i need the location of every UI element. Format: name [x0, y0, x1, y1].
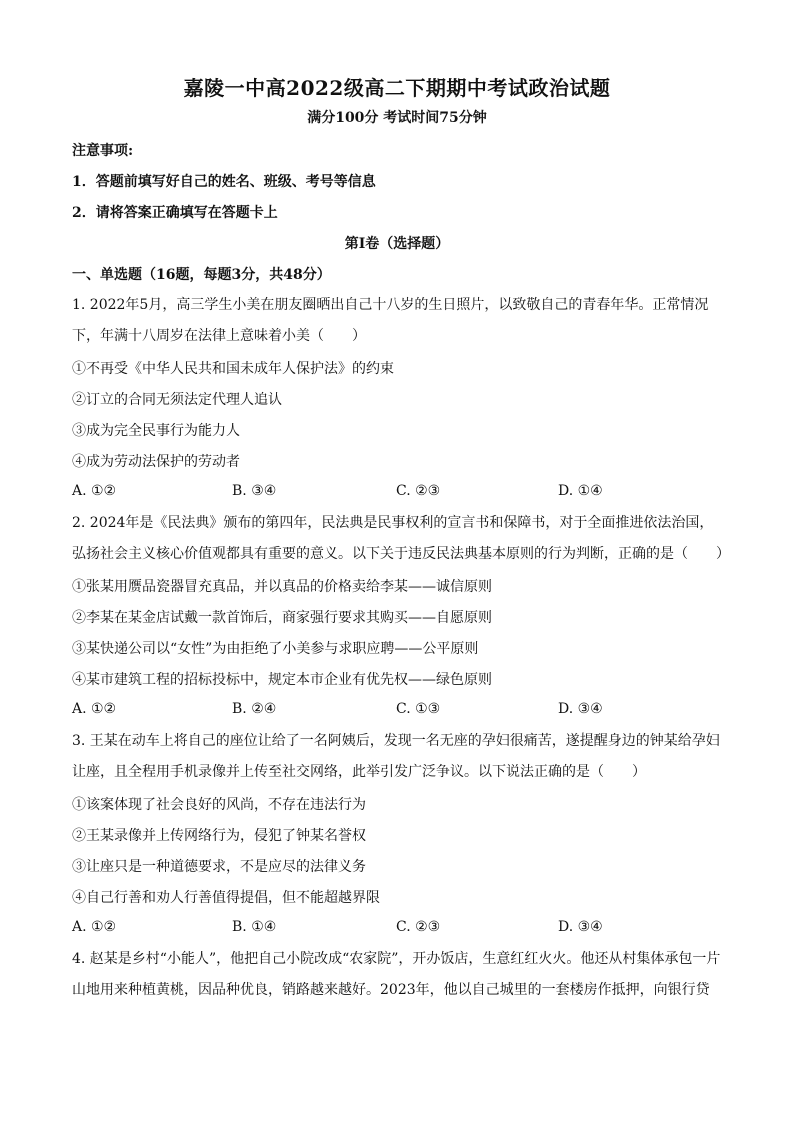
question-3-option-b: B. ①④ [232, 919, 277, 935]
question-1-option-d: D. ①④ [558, 483, 603, 499]
question-2-option-c: C. ①③ [396, 701, 441, 717]
question-3-stem: 3. 王某在动车上将自己的座位让给了一名阿姨后，发现一名无座的孕妇很痛苦，遂提醒身边的钟某给孕妇让座，且全程用手机录像并上传至社交网络，此举引发广泛争议。以下说法正确的是（ ） [72, 733, 720, 780]
question-2-item-3: ③某快递公司以“女性”为由拒绝了小美参与求职应聘——公平原则 [72, 641, 479, 657]
question-1-item-2: ②订立的合同无须法定代理人追认 [72, 392, 282, 408]
question-2-item-2: ②李某在某金店试戴一款首饰后，商家强行要求其购买——自愿原则 [72, 610, 492, 626]
question-1-option-a: A. ①② [72, 483, 117, 499]
question-3-item-4: ④自己行善和劝人行善值得提倡，但不能超越界限 [72, 890, 380, 906]
question-1-option-c: C. ②③ [396, 483, 441, 499]
question-1-item-1: ①不再受《中华人民共和国未成年人保护法》的约束 [72, 361, 394, 377]
question-2-option-a: A. ①② [72, 701, 117, 717]
question-3-option-d: D. ③④ [558, 919, 603, 935]
question-1-item-3: ③成为完全民事行为能力人 [72, 423, 240, 439]
question-2-option-b: B. ②④ [232, 701, 277, 717]
question-3-option-c: C. ②③ [396, 919, 441, 935]
question-2-stem: 2. 2024年是《民法典》颁布的第四年，民法典是民事权利的宣言书和保障书，对于全面推进依法治国，弘扬社会主义核心价值观都具有重要的意义。以下关于违反民法典基本原则的行为判断，正确的是（ ） [72, 515, 730, 562]
question-3-item-3: ③让座只是一种道德要求，不是应尽的法律义务 [72, 859, 366, 875]
question-2-option-d: D. ③④ [558, 701, 603, 717]
question-2-item-1: ①张某用赝品瓷器冒充真品，并以真品的价格卖给李某——诚信原则 [72, 579, 492, 595]
section-part-heading: 一、单选题（16题，每题3分，共48分） [72, 267, 331, 283]
question-1-option-b: B. ③④ [232, 483, 277, 499]
question-3-option-a: A. ①② [72, 919, 117, 935]
question-4-stem: 4. 赵某是乡村“小能人”，他把自己小院改成“农家院”，开办饭店，生意红红火火。他还从村集体承包一片山地用来种植黄桃，因品种优良，销路越来越好。2023年，他以自己城里的一套楼房作抵押，向银行贷 [72, 951, 721, 998]
question-3-item-2: ②王某录像并上传网络行为，侵犯了钟某名誉权 [72, 828, 366, 844]
question-1-item-4: ④成为劳动法保护的劳动者 [72, 454, 240, 470]
notice-heading: 注意事项: [72, 143, 134, 159]
question-3-item-1: ①该案体现了社会良好的风尚，不存在违法行为 [72, 797, 366, 813]
question-3-options [72, 919, 732, 939]
exam-subtitle: 满分100分 考试时间75分钟 [307, 110, 487, 126]
notice-item-1: 1．答题前填写好自己的姓名、班级、考号等信息 [72, 174, 376, 190]
exam-title: 嘉陵一中高2022级高二下期期中考试政治试题 [183, 76, 611, 100]
question-2-options [72, 701, 732, 721]
question-2-item-4: ④某市建筑工程的招标投标中，规定本市企业有优先权——绿色原则 [72, 672, 492, 688]
notice-item-2: 2．请将答案正确填写在答题卡上 [72, 205, 278, 221]
section-title: 第I卷（选择题） [344, 236, 450, 252]
question-1-stem: 1. 2022年5月，高三学生小美在朋友圈晒出自己十八岁的生日照片，以致敬自己的青春年华。正常情况下，年满十八周岁在法律上意味着小美（ ） [72, 297, 709, 344]
question-1-options [72, 483, 732, 503]
